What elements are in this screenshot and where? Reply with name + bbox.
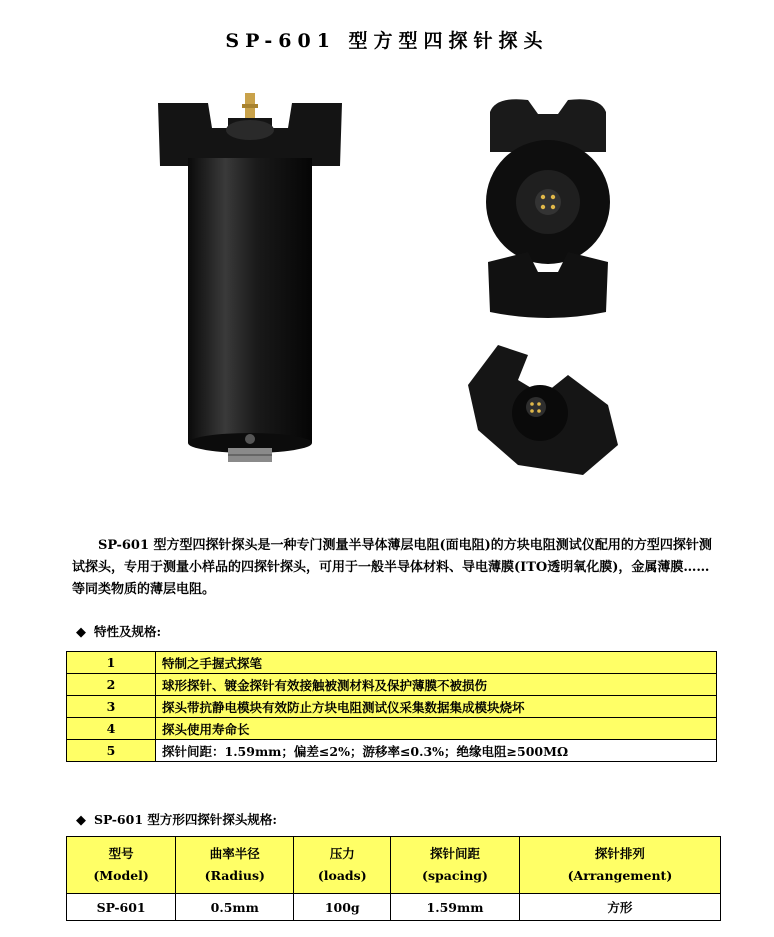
- intro-text: SP-601 型方型四探针探头是一种专门测量半导体薄层电阻(面电阻)的方块电阻测试仪配用的方型四探针测试探头，专用于测量小样品的四探针探头，可用于一般半导体材料、导电薄膜(ITO透明氧化膜)，金属薄膜……等同类物质的薄层电阻。: [72, 538, 712, 597]
- feature-text: 球形探针、镀金探针有效接触被测材料及保护薄膜不被损伤: [156, 674, 717, 696]
- column-header-cn: 型号: [108, 846, 134, 861]
- feature-num: 5: [67, 740, 156, 762]
- column-header-en: (spacing): [422, 868, 488, 883]
- table-header-row: [67, 837, 721, 894]
- feature-num: 2: [67, 674, 156, 696]
- spec-cell-model: SP-601: [67, 894, 176, 921]
- features-heading-text: 特性及规格:: [94, 624, 162, 639]
- column-header: [294, 837, 391, 894]
- column-header-en: (Model): [93, 868, 149, 883]
- column-header: [519, 837, 720, 894]
- spec-cell-loads: 100g: [294, 894, 391, 921]
- features-table: [66, 651, 717, 762]
- feature-text: 探针间距：1.59mm；偏差≤2%；游移率≤0.3%；绝缘电阻≥500MΩ: [156, 740, 717, 762]
- spec-cell-arrangement: 方形: [519, 894, 720, 921]
- page-title: SP-601 型方型四探针探头: [225, 30, 549, 52]
- column-header-en: (Radius): [204, 868, 265, 883]
- spec-cell-radius: 0.5mm: [176, 894, 294, 921]
- table-row: [67, 740, 717, 762]
- column-header: [67, 837, 176, 894]
- table-row: [67, 652, 717, 674]
- intro-paragraph: [72, 535, 722, 601]
- spec-cell-spacing: 1.59mm: [391, 894, 520, 921]
- specs-heading: [76, 810, 277, 828]
- table-row: [67, 894, 721, 921]
- feature-text: 探头带抗静电模块有效防止方块电阻测试仪采集数据集成模块烧坏: [156, 696, 717, 718]
- probe-angled-photo: [458, 335, 628, 485]
- probe-side-photo: [150, 88, 350, 468]
- feature-num: 3: [67, 696, 156, 718]
- diamond-bullet-icon: ◆: [76, 813, 86, 828]
- feature-text: 探头使用寿命长: [156, 718, 717, 740]
- table-row: [67, 674, 717, 696]
- column-header-cn: 压力: [329, 846, 355, 861]
- specs-heading-text: SP-601 型方形四探针探头规格:: [94, 812, 277, 827]
- features-heading: [76, 622, 161, 640]
- probe-top-photo: [478, 92, 618, 322]
- column-header-cn: 探针排列: [594, 846, 645, 861]
- column-header: [176, 837, 294, 894]
- table-row: [67, 718, 717, 740]
- feature-num: 4: [67, 718, 156, 740]
- column-header-cn: 曲率半径: [209, 846, 260, 861]
- feature-text: 特制之手握式探笔: [156, 652, 717, 674]
- diamond-bullet-icon: ◆: [76, 625, 86, 640]
- specs-table: [66, 836, 721, 921]
- column-header: [391, 837, 520, 894]
- feature-num: 1: [67, 652, 156, 674]
- column-header-cn: 探针间距: [429, 846, 480, 861]
- table-row: [67, 696, 717, 718]
- column-header-en: (Arrangement): [567, 868, 673, 883]
- column-header-en: (loads): [317, 868, 367, 883]
